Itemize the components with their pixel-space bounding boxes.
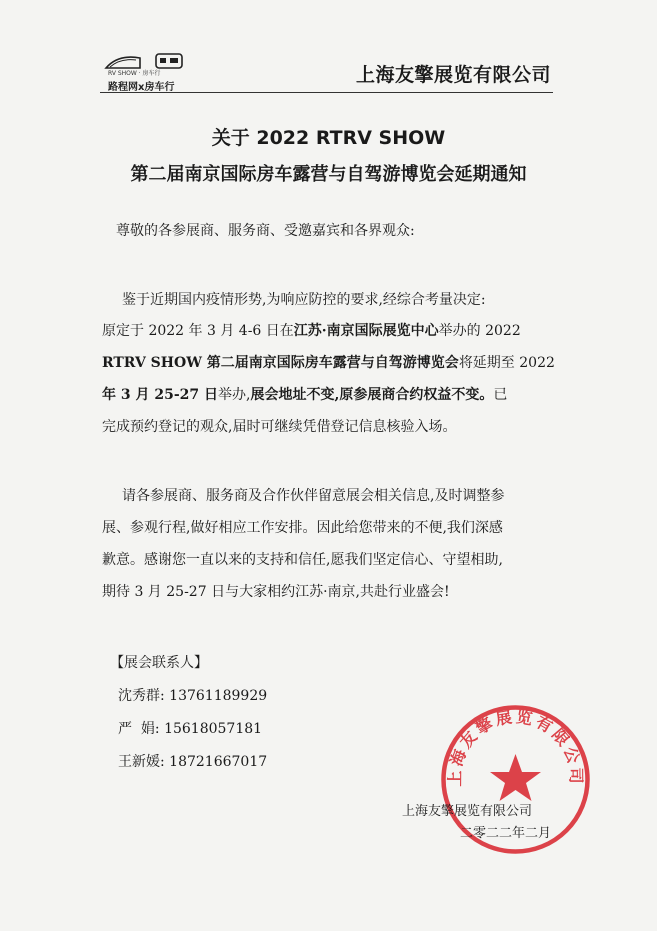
title-line-2: 第二届南京国际房车露营与自驾游博览会延期通知: [130, 164, 527, 185]
seal-text: 上海友擎展览有限公司: [445, 707, 586, 787]
title-line-1: 关于 2022 RTRV SHOW: [211, 127, 446, 149]
logo-main-text: 路程网x房车行: [108, 82, 175, 93]
header-divider: [100, 92, 553, 93]
logo-small-text: RV SHOW · 房车行: [108, 70, 161, 77]
signature-company: 上海友擎展览有限公司: [402, 804, 533, 819]
salutation: 尊敬的各参展商、服务商、受邀嘉宾和各界观众:: [116, 223, 415, 239]
signature-date: 二零二二年二月: [460, 826, 552, 841]
contact-name: 沈秀群:: [118, 688, 165, 704]
contact-name: 严 娟:: [118, 721, 160, 737]
contact-row: [118, 751, 267, 771]
para1-line1: 鉴于近期国内疫情形势,为响应防控的要求,经综合考量决定:: [122, 292, 486, 308]
para2-line2: 展、参观行程,做好相应工作安排。因此给您带来的不便,我们深感: [102, 520, 503, 536]
contact-phone: 13761189929: [169, 688, 268, 704]
para1-line2: 原定于 2022 年 3 月 4-6 日在江苏·南京国际展览中心举办的 2022: [102, 323, 521, 339]
seal-star-icon: [490, 754, 541, 801]
contact-row: [118, 685, 267, 705]
contact-row: [118, 718, 262, 738]
para1-line5: 完成预约登记的观众,届时可继续凭借登记信息核验入场。: [102, 419, 457, 435]
contact-name: 王新媛:: [118, 754, 165, 770]
para2-line3: 歉意。感谢您一直以来的支持和信任,愿我们坚定信心、守望相助,: [102, 552, 503, 568]
contacts-heading: 【展会联系人】: [110, 655, 208, 671]
contact-phone: 15618057181: [164, 721, 263, 737]
para2-line1: 请各参展商、服务商及合作伙伴留意展会相关信息,及时调整参: [122, 488, 505, 504]
organizer-logo: [100, 50, 200, 92]
para1-line3: RTRV SHOW 第二届南京国际房车露营与自驾游博览会将延期至 2022: [102, 355, 555, 371]
company-header: 上海友擎展览有限公司: [355, 64, 551, 86]
para2-line4: 期待 3 月 25-27 日与大家相约江苏·南京,共赴行业盛会!: [102, 584, 450, 600]
para1-line4: 年 3 月 25-27 日举办,展会地址不变,原参展商合约权益不变。已: [102, 387, 508, 403]
contact-phone: 18721667017: [169, 754, 268, 770]
